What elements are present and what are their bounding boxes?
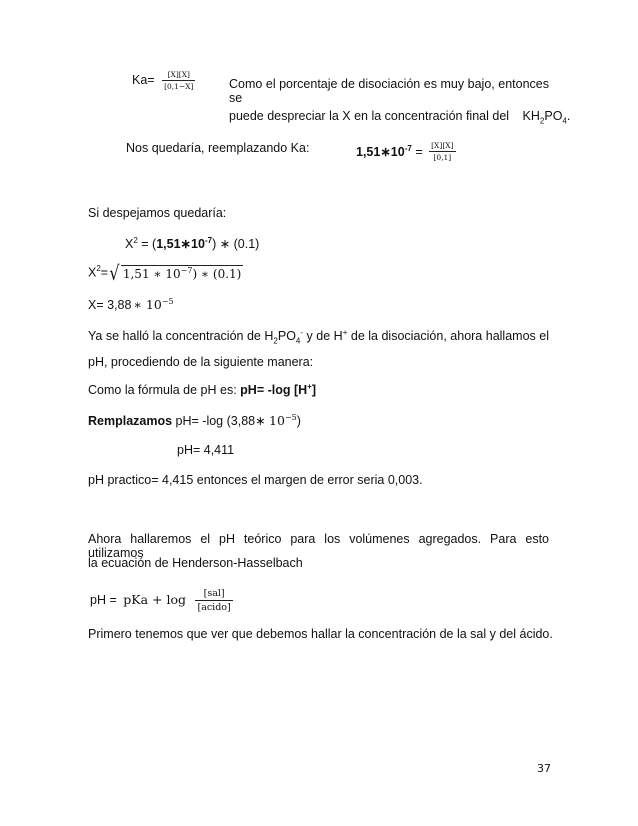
paragraph-concentration-line-1: Ya se halló la concentración de $H_2PO_4^-$ y de H+ de la disociación, ahora hallamos el xyxy=(88,327,549,346)
page-number: 37 xyxy=(537,762,551,775)
paragraph-henderson-line-2: la ecuación de Henderson-Hasselbach xyxy=(88,556,303,570)
x-result: X= 3,88 ∗ $10^{-5}$ xyxy=(88,296,174,312)
ka-fraction-denominator: [0,1−X] xyxy=(164,82,194,91)
ka-fraction-numerator: [X][X] xyxy=(162,70,195,81)
compound-kh2po4: $KH_2PO_4$. xyxy=(522,109,571,126)
paragraph-concentration-line-2: pH, procediendo de la siguiente manera: xyxy=(88,355,314,369)
ka-fraction xyxy=(162,70,195,91)
ka-label: Ka= xyxy=(132,72,155,87)
sqrt-equation: $X^2=√$ 1,51 ∗ $10^{-7}$) ∗ (0.1) xyxy=(88,261,242,285)
ka-expression xyxy=(132,70,195,91)
dissociation-text-line-1: Como el porcentaje de disociación es muy bajo, entonces se xyxy=(229,77,549,105)
sqrt-symbol: √ 1,51 ∗ $10^{-7}$) ∗ (0.1) xyxy=(109,261,242,285)
henderson-hasselbach-equation: pH = pKa + log $\frac{\text{[sal]}}{\text{[acido]}}$ xyxy=(90,588,231,613)
despejamos-text: Si despejamos quedaría: xyxy=(88,206,227,220)
paragraph-henderson-line-1: Ahora hallaremos el pH teórico para los volúmenes agregados. Para esto utilizamos xyxy=(88,532,549,560)
replace-ka-value: $1,51∗10^{-7}$ = $\frac{[X][X]}{[0,1]}$ xyxy=(356,141,454,162)
ph-practico-line: pH practico= 4,415 entonces el margen de error seria 0,003. xyxy=(88,473,423,487)
ph-result: pH= 4,411 xyxy=(177,443,235,457)
hh-fraction: $\frac{\text{[sal]}}{\text{[acido]}}$ xyxy=(197,588,231,613)
ph-formula-line: Como la fórmula de pH es: pH= -log [H+] xyxy=(88,381,317,397)
remplazamos-line: Remplazamos pH= -log (3,88∗ $10^{-5}$) xyxy=(88,412,301,428)
replace-ka-text: Nos quedaría, reemplazando Ka: xyxy=(126,141,310,155)
x-squared-equation: $X^2$ = $(1,51∗10^{-7})$ ∗ (0.1) xyxy=(125,235,260,251)
replace-fraction: $\frac{[X][X]}{[0,1]}$ xyxy=(431,141,454,162)
paragraph-salt-acid: Primero tenemos que ver que debemos hallar la concentración de la sal y del ácido. xyxy=(88,627,553,641)
dissociation-text-line-2: puede despreciar la X en la concentración final del $KH_2PO_4$. xyxy=(229,109,571,126)
